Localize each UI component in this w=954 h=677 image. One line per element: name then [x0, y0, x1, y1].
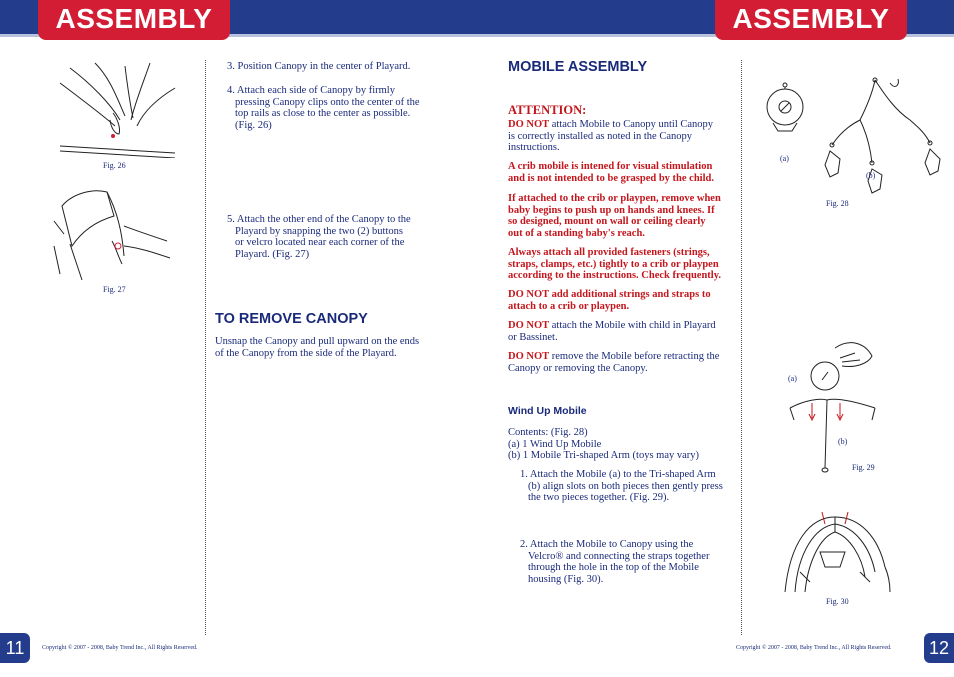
fig30-illustration [780, 512, 895, 594]
fig29-illustration [780, 328, 885, 478]
mobile-assembly-heading: MOBILE ASSEMBLY [508, 59, 648, 75]
warning-p7: DO NOT remove the Mobile before retracting the Canopy or removing the Canopy. [508, 351, 720, 374]
page-title-right: ASSEMBLY [715, 0, 907, 40]
fig28-illustration [760, 75, 945, 200]
fig27-caption: Fig. 27 [103, 285, 126, 294]
remove-canopy-text: Unsnap the Canopy and pull upward on the ends of the Canopy from the side of the Playard. [215, 336, 420, 359]
divider-right [741, 60, 742, 635]
warning-p6: DO NOT attach the Mobile with child in Playard or Bassinet. [508, 320, 716, 343]
copyright-left: Copyright © 2007 - 2008, Baby Trend Inc., All Rights Reserved. [42, 645, 198, 651]
contents-text: Contents: (Fig. 28) (a) 1 Wind Up Mobile (b) 1 Mobile Tri-shaped Arm (toys may vary) [508, 427, 700, 461]
mobile-step-2-text: 2. Attach the Mobile to Canopy using the Velcro® and connecting the straps together through the hole in the top of the Mobile housing (Fig. 30). [520, 539, 710, 585]
attention-label: ATTENTION: [508, 103, 587, 117]
warning-p3: If attached to the crib or playpen, remove when baby begins to push up on hands and knees. If so designed, mount on wall or ceiling clearly out of a standing baby's reach. [508, 193, 721, 239]
fig29-label-a: (a) [788, 374, 797, 383]
warning-p2: A crib mobile is intened for visual stimulation and is not intended to be grasped by the child. [508, 161, 714, 184]
fig27-illustration [52, 186, 177, 282]
fig30-caption: Fig. 30 [826, 597, 849, 606]
fig29-caption: Fig. 29 [852, 463, 875, 472]
wind-up-mobile-heading: Wind Up Mobile [508, 405, 587, 417]
step-5-text: 5. Attach the other end of the Canopy to the Playard by snapping the two (2) buttons or velcro located near each corner of the Playard. (Fig. 27) [227, 214, 411, 260]
remove-canopy-heading: TO REMOVE CANOPY [215, 311, 368, 327]
fig29-label-b: (b) [838, 437, 848, 446]
warning-p1: DO NOT attach Mobile to Canopy until Canopy is correctly installed as noted in the Canopy instructions. [508, 119, 714, 153]
fig28-label-a: (a) [780, 154, 789, 163]
page-title-left: ASSEMBLY [38, 0, 230, 40]
fig28-label-b: (b) [866, 171, 876, 180]
fig26-illustration [55, 58, 180, 158]
mobile-step-1-text: 1. Attach the Mobile (a) to the Tri-shaped Arm (b) align slots on both pieces then gently press the two pieces together. (Fig. 29). [520, 469, 723, 503]
divider-left [205, 60, 206, 635]
step-4-text: 4. Attach each side of Canopy by firmly pressing Canopy clips onto the center of the top rails as close to the center as possible. (Fig. 26) [227, 85, 420, 131]
page-number-left: 11 [0, 633, 30, 663]
warning-p4: Always attach all provided fasteners (strings, straps, clamps, etc.) tightly to a crib or playpen according to the instructions. Check frequently. [508, 247, 722, 281]
warning-p5: DO NOT add additional strings and straps to attach to a crib or playpen. [508, 289, 711, 312]
copyright-right: Copyright © 2007 - 2008, Baby Trend Inc., All Rights Reserved. [736, 645, 892, 651]
fig26-caption: Fig. 26 [103, 161, 126, 170]
page-number-right: 12 [924, 633, 954, 663]
step-3-text: 3. Position Canopy in the center of Playard. [227, 61, 411, 72]
fig28-caption: Fig. 28 [826, 199, 849, 208]
